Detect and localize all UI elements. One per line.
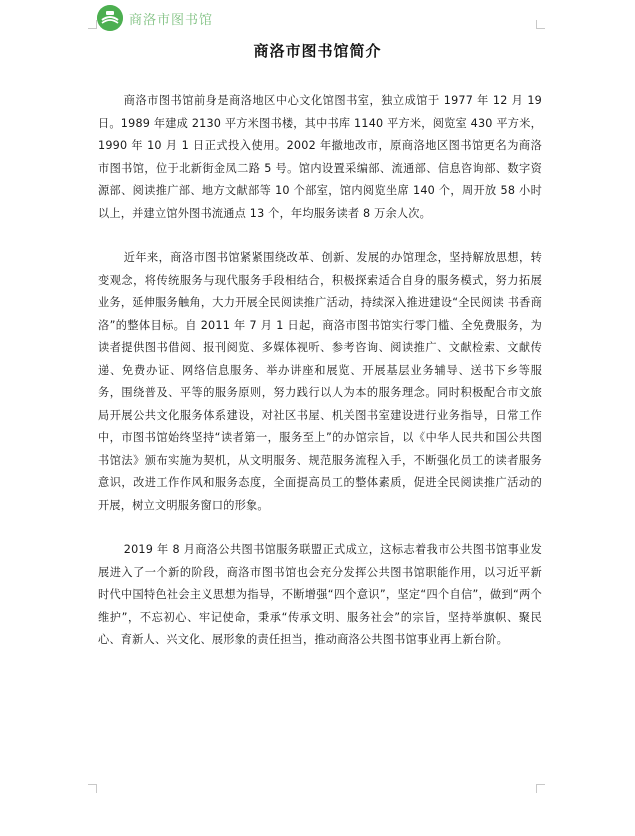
paragraph-history: 商洛市图书馆前身是商洛地区中心文化馆图书室，独立成馆于 1977 年 12 月 19 日。1989 年建成 2130 平方米图书楼，其中书库 1140 平方米，阅览室 430 平方米，1990 年 10 月 1 日正式投入使用。2002 年撤地改市，原商洛地区图书馆更名为商洛市图书馆，位于北新街金凤二路 5 号。馆内设置采编部、流通部、信息咨询部、数字资源部、阅读推广部、地方文献部等 10 个部室，馆内阅览坐席 140 个，周开放 58 小时以上，并建立馆外图书流通点 13 个，年均服务读者 8 万余人次。 (98, 94, 542, 220)
crop-mark-bottom-left (88, 784, 97, 793)
crop-mark-bottom-right (536, 784, 545, 793)
library-logo-header (97, 4, 213, 32)
document-body (98, 90, 542, 674)
library-logo-icon (97, 5, 123, 31)
paragraph-services: 近年来，商洛市图书馆紧紧围绕改革、创新、发展的办馆理念，坚持解放思想，转变观念，将传统服务与现代服务手段相结合，积极探索适合自身的服务模式，努力拓展业务，延伸服务触角，大力开展全民阅读推广活动，持续深入推进建设“全民阅读 书香商洛”的整体目标。自 2011 年 7 月 1 日起，商洛市图书馆实行零门槛、全免费服务，为读者提供图书借阅、报刊阅览、多媒体视听、参考咨询、阅读推广、文献检索、文献传递、免费办证、网络信息服务、举办讲座和展览、开展基层业务辅导、送书下乡等服务，围绕普及、平等的服务原则，努力践行以人为本的服务理念。同时积极配合市文旅局开展公共文化服务体系建设，对社区书屋、机关图书室建设进行业务指导，日常工作中，市图书馆始终坚持“读者第一，服务至上”的办馆宗旨，以《中华人民共和国公共图书馆法》颁布实施为契机，从文明服务、规范服务流程入手，不断强化员工的读者服务意识，改进工作作风和服务态度，全面提高员工的整体素质，促进全民阅读推广活动的开展，树立文明服务窗口的形象。 (98, 251, 542, 512)
logo-text: 商洛市图书馆 (129, 12, 214, 28)
crop-mark-top-right (536, 20, 545, 29)
paragraph-alliance: 2019 年 8 月商洛公共图书馆服务联盟正式成立，这标志着我市公共图书馆事业发展进入了一个新的阶段，商洛市图书馆也会充分发挥公共图书馆职能作用，以习近平新时代中国特色社会主义思想为指导，不断增强“四个意识”，坚定“四个自信”，做到“两个维护”，不忘初心、牢记使命，秉承“传承文明、服务社会”的宗旨，坚持举旗帜、聚民心、育新人、兴文化、展形象的责任担当，推动商洛公共图书馆事业再上新台阶。 (98, 543, 542, 646)
document-title: 商洛市图书馆简介 (253, 42, 382, 60)
crop-mark-top-left (88, 20, 97, 29)
